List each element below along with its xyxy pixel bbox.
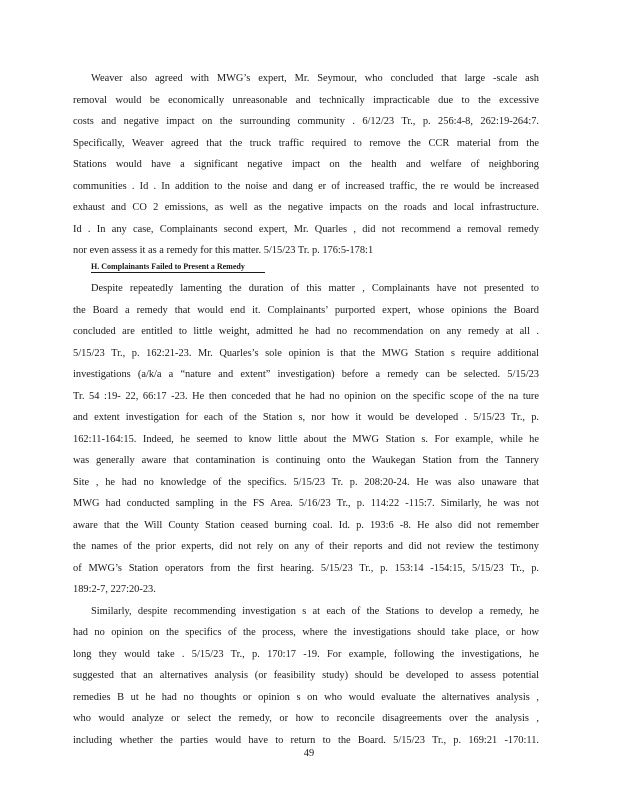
paragraph-line: removal would be economically unreasonable and technically impracticable due to the excessive [73, 94, 539, 106]
paragraph-line: nor even assess it as a remedy for this matter. 5/15/23 Tr. p. 176:5-178:1 [73, 245, 374, 256]
paragraph-line: MWG had conducted sampling in the FS Area. 5/16/23 Tr., p. 114:22 -115:7. Similarly, he was not [73, 498, 539, 509]
page-number: 49 [303, 748, 315, 759]
paragraph-line: investigations (a/k/a a “nature and extent” investigation) before a remedy can be selected. 5/15/23 [73, 369, 539, 380]
paragraph-line: the Board a remedy that would end it. Complainants’ purported expert, whose opinions the Board [73, 304, 539, 316]
paragraph-line: 162:11-164:15. Indeed, he seemed to know little about the MWG Station s. For example, while he [73, 433, 539, 445]
paragraph-line: who would analyze or select the remedy, or how to reconcile disagreements over the analysis , [73, 713, 539, 724]
section-heading [91, 259, 245, 275]
paragraph-line: exhaust and CO 2 emissions, as well as the negative impacts on the roads and local infrastructure. [73, 202, 539, 213]
paragraph-line: 5/15/23 Tr., p. 162:21-23. Mr. Quarles’s sole opinion is that the MWG Station s require additional [73, 347, 539, 359]
paragraph-line: and extent investigation for each of the Station s, nor how it would be developed . 5/15/23 Tr., p. [73, 412, 539, 423]
paragraph-line: Site , he had no knowledge of the specifics. 5/15/23 Tr. p. 208:20-24. He was also unaware that [73, 476, 539, 488]
paragraph-line: the names of the prior experts, did not rely on any of their reports and did not review the testimony [73, 541, 539, 552]
paragraph-line: suggested that an alternatives analysis (or feasibility study) should be developed to assess potential [73, 670, 539, 681]
paragraph-line: Weaver also agreed with MWG’s expert, Mr. Seymour, who concluded that large -scale ash [91, 73, 539, 84]
paragraph-line: 189:2-7, 227:20-23. [73, 584, 156, 595]
paragraph-line: including whether the parties would have to return to the Board. 5/15/23 Tr., p. 169:21 -170:11. [73, 734, 539, 746]
paragraph-line: had no opinion on the specifics of the process, where the investigations should take place, or how [73, 627, 539, 638]
paragraph-line: Tr. 54 :19- 22, 66:17 -23. He then conceded that he had no opinion on the specific scope of the na ture [73, 390, 539, 402]
paragraph-line: Id . In any case, Complainants second expert, Mr. Quarles , did not recommend a removal remedy [73, 223, 539, 235]
paragraph-line: costs and negative impact on the surrounding community . 6/12/23 Tr., p. 256:4-8, 262:19-264:7. [73, 116, 539, 127]
paragraph-line: aware that the Will County Station ceased burning coal. Id. p. 193:6 -8. He also did not remember [73, 519, 539, 531]
heading-underline [91, 272, 265, 273]
paragraph-line: communities . Id . In addition to the noise and dang er of increased traffic, the re would be increased [73, 180, 539, 192]
paragraph-line: remedies B ut he had no thoughts or opinion s on who would evaluate the alternatives analysis , [73, 691, 539, 703]
paragraph-line: Specifically, Weaver agreed that the truck traffic required to remove the CCR material from the [73, 137, 539, 149]
paragraph-line: Despite repeatedly lamenting the duration of this matter , Complainants have not presented to [91, 283, 539, 294]
paragraph-line: long they would take . 5/15/23 Tr., p. 170:17 -19. For example, following the investigations, he [73, 648, 539, 660]
paragraph-line: concluded are entitled to little weight, admitted he had no recommendation on any remedy at all . [73, 326, 539, 337]
paragraph-line: was generally aware that contamination is continuing onto the Waukegan Station from the Tannery [73, 455, 539, 466]
paragraph-line: Similarly, despite recommending investigation s at each of the Stations to develop a remedy, he [91, 605, 539, 617]
paragraph-line: of MWG’s Station operators from the first hearing. 5/15/23 Tr., p. 153:14 -154:15, 5/15/23 Tr., p. [73, 562, 539, 574]
paragraph-line: Stations would have a significant negative impact on the health and welfare of neighboring [73, 159, 539, 170]
section-heading-text: H. Complainants Failed to Present a Remedy [91, 262, 245, 271]
